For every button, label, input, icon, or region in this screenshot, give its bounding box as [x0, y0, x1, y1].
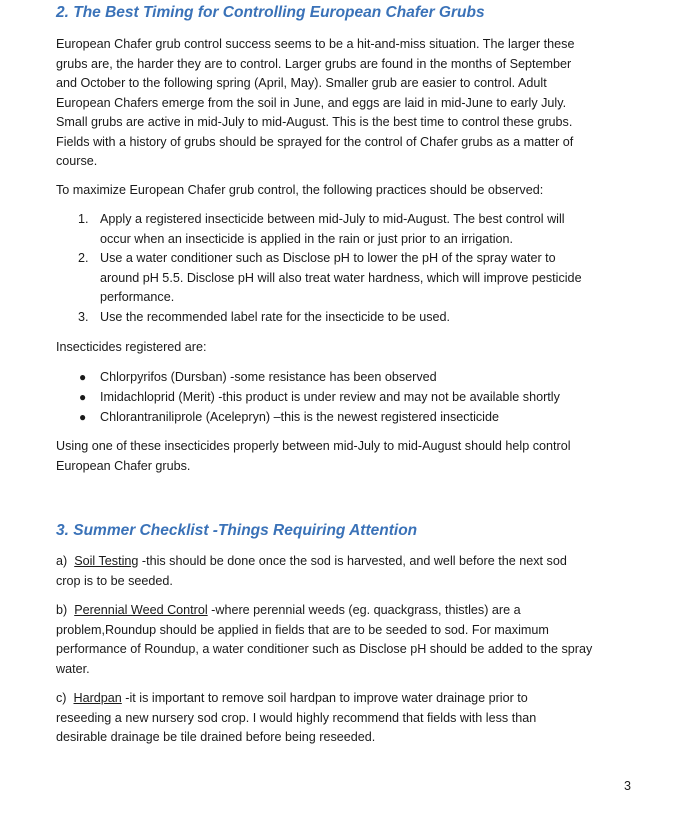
text-line: crop is to be seeded.: [56, 573, 173, 588]
insecticide-text: Chlorantraniliprole (Acelepryn) –this is the newest registered insecticide: [100, 410, 499, 424]
practices-lead: To maximize European Chafer grub control, the following practices should be observed:: [56, 183, 544, 197]
section-2-closing: [56, 437, 636, 476]
text-line: reseeding a new nursery sod crop. I would highly recommend that fields with less than: [56, 710, 537, 725]
checklist-item-soil-testing: [56, 552, 636, 591]
text-line: water.: [56, 661, 90, 676]
page-number: 3: [624, 779, 632, 793]
list-item: [56, 210, 636, 249]
text-line: grubs are, the harder they are to control. Larger grubs are found in the months of September: [56, 56, 572, 71]
text-line: occur when an insecticide is applied in the rain or just prior to an irrigation.: [100, 231, 514, 246]
text-line: performance.: [100, 290, 175, 304]
text-line: Using one of these insecticides properly between mid-July to mid-August should help control: [56, 439, 571, 453]
list-item: [56, 407, 636, 427]
list-number: 1.: [78, 212, 89, 226]
text-line: European Chafer grub control success seems to be a hit-and-miss situation. The larger these: [56, 37, 575, 51]
checklist-item-hardpan: [56, 689, 636, 748]
text-line: European Chafers emerge from the soil in June, and eggs are laid in mid-June to early July.: [56, 95, 567, 110]
insecticides-list: [56, 367, 636, 427]
text-line: European Chafer grubs.: [56, 458, 191, 473]
item-letter: c): [56, 691, 67, 705]
text-line: problem,Roundup should be applied in fields that are to be seeded to sod. For maximum: [56, 622, 549, 637]
bullet-icon: ●: [79, 370, 87, 384]
list-item: [56, 367, 636, 387]
item-text: -this should be done once the sod is harvested, and well before the next sod: [138, 554, 567, 568]
item-letter: a): [56, 554, 68, 568]
text-line: [56, 689, 636, 709]
text-line: desirable drainage be tile drained before being reseeded.: [56, 730, 376, 744]
list-number: 3.: [78, 309, 89, 324]
item-text: -where perennial weeds (eg. quackgrass, thistles) are a: [207, 603, 521, 617]
item-text: -it is important to remove soil hardpan to improve water drainage prior to: [121, 691, 528, 705]
insecticide-text: Chlorpyrifos (Dursban) -some resistance has been observed: [100, 370, 437, 384]
checklist-item-perennial-weed-control: [56, 601, 636, 679]
list-item: [56, 249, 636, 308]
text-line: performance of Roundup, a water conditioner such as Disclose pH should be added to the spray: [56, 642, 593, 656]
item-term: Soil Testing: [74, 554, 139, 568]
insecticides-lead: Insecticides registered are:: [56, 340, 207, 354]
text-line: Apply a registered insecticide between mid-July to mid-August. The best control will: [100, 212, 565, 226]
text-line: Use the recommended label rate for the insecticide to be used.: [100, 309, 451, 324]
list-item: [56, 308, 636, 328]
text-line: Small grubs are active in mid-July to mid-August. This is the best time to control these grubs.: [56, 115, 573, 129]
text-line: Fields with a history of grubs should be sprayed for the control of Chafer grubs as a matter of: [56, 134, 574, 149]
list-item: [56, 387, 636, 407]
list-number: 2.: [78, 251, 89, 265]
item-letter: b): [56, 603, 68, 617]
text-line: course.: [56, 154, 98, 168]
text-line: and October to the following spring (April, May). Smaller grub are easier to control. Adult: [56, 76, 547, 90]
text-line: [56, 552, 636, 572]
bullet-icon: ●: [79, 410, 87, 424]
section-2-heading: 2. The Best Timing for Controlling European Chafer Grubs: [56, 4, 485, 21]
item-term: Perennial Weed Control: [74, 603, 208, 617]
text-line: Use a water conditioner such as Disclose pH to lower the pH of the spray water to: [100, 251, 556, 265]
text-line: around pH 5.5. Disclose pH will also treat water hardness, which will improve pesticide: [100, 270, 582, 285]
practices-list: [56, 210, 636, 327]
text-line: [56, 601, 636, 621]
item-term: Hardpan: [73, 691, 122, 705]
insecticide-text: Imidachloprid (Merit) -this product is under review and may not be available shortly: [100, 390, 560, 404]
bullet-icon: ●: [79, 390, 87, 404]
section-3-heading: 3. Summer Checklist -Things Requiring Attention: [56, 522, 418, 539]
section-2-intro: [56, 35, 636, 172]
